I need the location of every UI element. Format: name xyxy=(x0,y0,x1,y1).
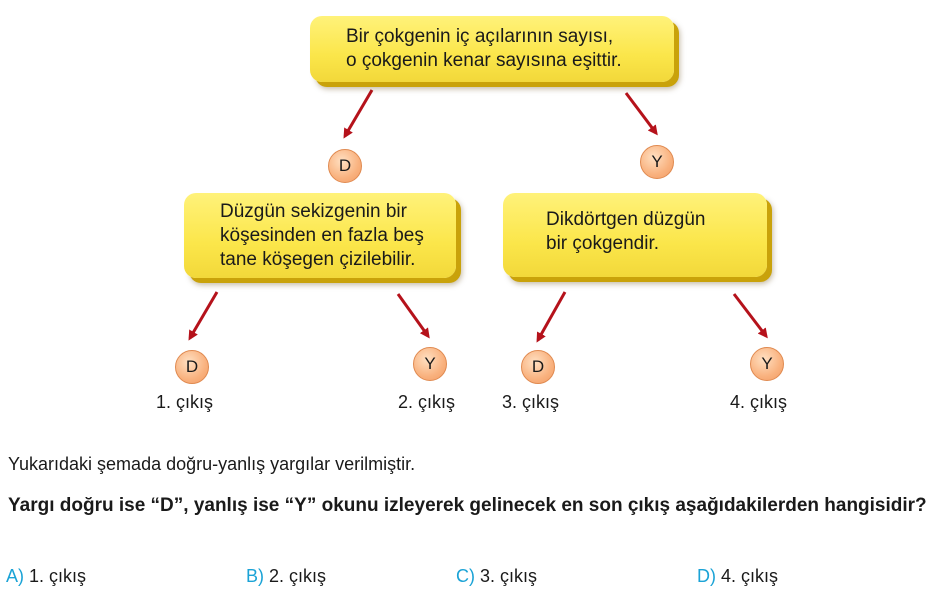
question-intro: Yukarıdaki şemada doğru-yanlış yargılar verilmiştir. xyxy=(8,454,416,474)
statement-top-text: Bir çokgenin iç açılarının sayısı, o çokgenin kenar sayısına eşittir. xyxy=(346,26,622,71)
option-d-letter: D) xyxy=(697,566,716,586)
statement-box-left xyxy=(184,193,456,278)
statement-right-text: Dikdörtgen düzgün bir çokgendir. xyxy=(546,209,706,254)
statement-box-right xyxy=(503,193,767,277)
question-prompt: Yargı doğru ise “D”, yanlış ise “Y” okunu izleyerek gelinecek en son çıkış aşağıdakilerden hangisidir? xyxy=(8,495,927,516)
option-a-text: 1. çıkış xyxy=(29,566,87,586)
statement-box-top xyxy=(310,16,674,82)
option-b-text: 2. çıkış xyxy=(269,566,327,586)
exit-label-1: 1. çıkış xyxy=(156,392,214,412)
option-c[interactable] xyxy=(456,566,537,587)
option-d[interactable] xyxy=(697,566,778,587)
option-c-text: 3. çıkış xyxy=(480,566,538,586)
node-d-exit1: D xyxy=(175,350,209,384)
node-y-exit4: Y xyxy=(750,347,784,381)
exit-label-2: 2. çıkış xyxy=(398,392,456,412)
option-b[interactable] xyxy=(246,566,326,587)
option-a-letter: A) xyxy=(6,566,24,586)
arrow-right-to-y xyxy=(734,294,766,336)
exit-label-4: 4. çıkış xyxy=(730,392,788,412)
statement-left-text: Düzgün sekizgenin bir köşesinden en fazla beş tane köşegen çizilebilir. xyxy=(220,201,424,270)
option-c-letter: C) xyxy=(456,566,475,586)
node-y-level1: Y xyxy=(640,145,674,179)
option-d-text: 4. çıkış xyxy=(721,566,779,586)
node-d-level1: D xyxy=(328,149,362,183)
arrow-right-to-d xyxy=(538,292,565,340)
option-b-letter: B) xyxy=(246,566,264,586)
arrow-top-to-y xyxy=(626,93,656,133)
exit-label-3: 3. çıkış xyxy=(502,392,560,412)
arrow-left-to-y xyxy=(398,294,428,336)
arrow-left-to-d xyxy=(190,292,217,338)
option-a[interactable] xyxy=(6,566,86,587)
node-y-exit2: Y xyxy=(413,347,447,381)
node-d-exit3: D xyxy=(521,350,555,384)
arrow-top-to-d xyxy=(345,90,372,136)
